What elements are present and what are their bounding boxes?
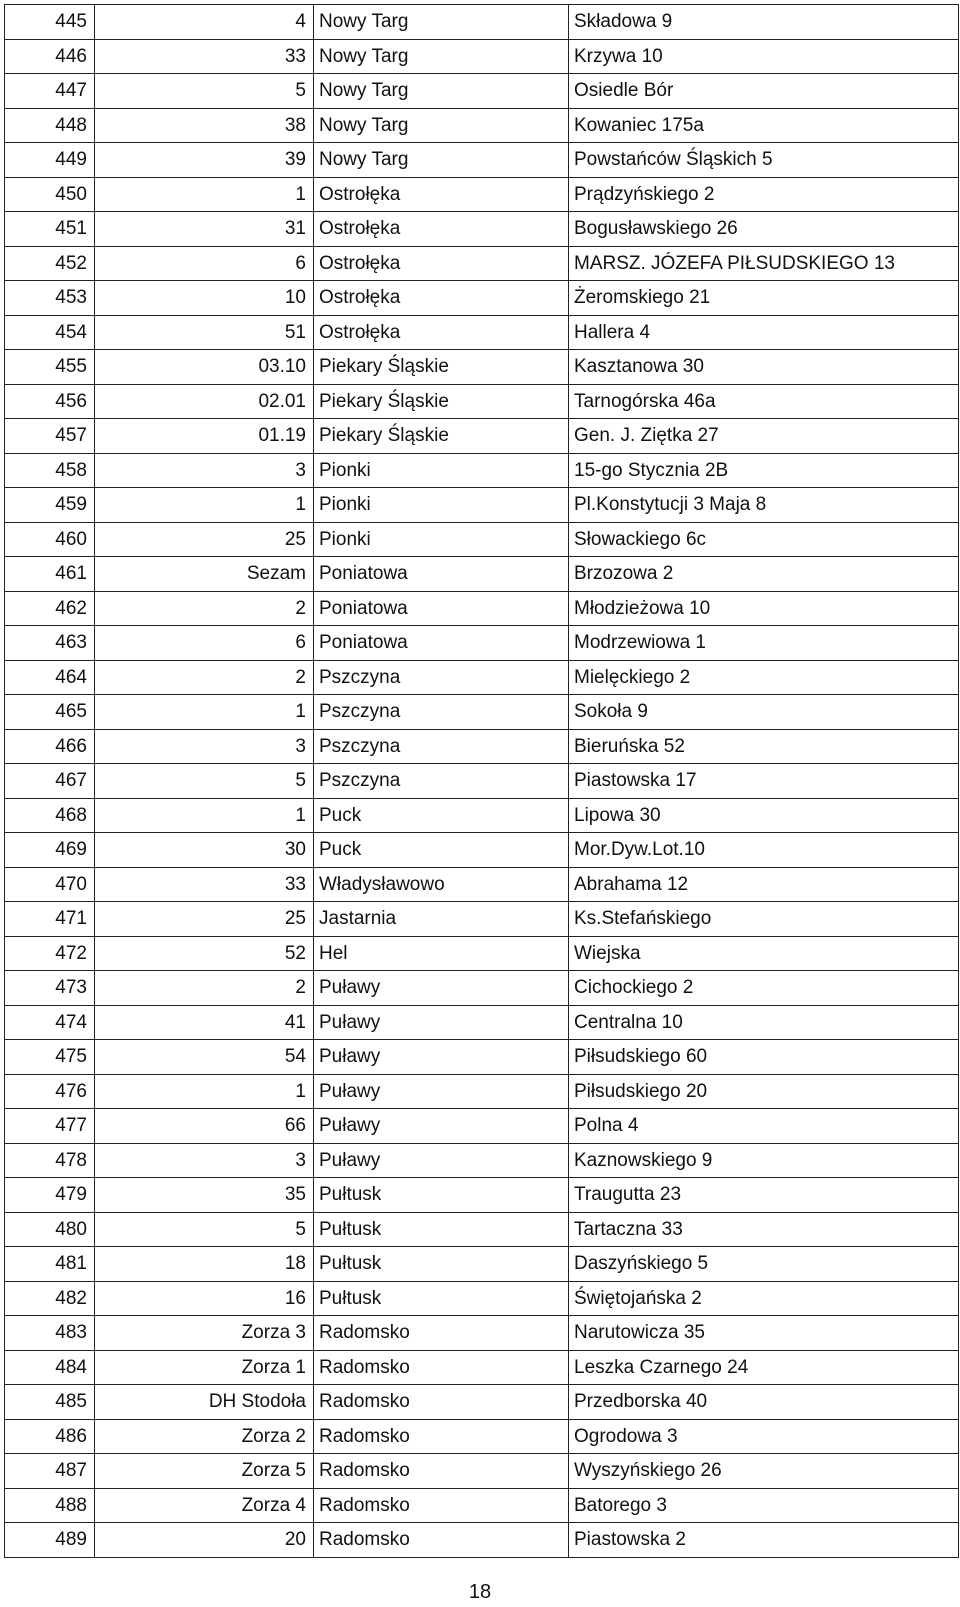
address-cell: Piastowska 2	[569, 1523, 959, 1558]
city-cell: Nowy Targ	[314, 5, 569, 40]
address-cell: Daszyńskiego 5	[569, 1247, 959, 1282]
table-row	[5, 39, 959, 74]
table-row	[5, 1385, 959, 1420]
data-table	[4, 4, 959, 1558]
city-cell: Ostrołęka	[314, 246, 569, 281]
city-cell: Hel	[314, 936, 569, 971]
table-row	[5, 557, 959, 592]
row-number-cell: 487	[5, 1454, 95, 1489]
store-id-cell: 2	[95, 971, 314, 1006]
store-id-cell: Zorza 4	[95, 1488, 314, 1523]
city-cell: Jastarnia	[314, 902, 569, 937]
store-id-cell: 2	[95, 591, 314, 626]
store-id-cell: 51	[95, 315, 314, 350]
store-id-cell: 1	[95, 695, 314, 730]
row-number-cell: 463	[5, 626, 95, 661]
address-cell: Wiejska	[569, 936, 959, 971]
city-cell: Poniatowa	[314, 626, 569, 661]
table-row	[5, 453, 959, 488]
store-id-cell: 3	[95, 1143, 314, 1178]
address-cell: Sokoła 9	[569, 695, 959, 730]
address-cell: Prądzyńskiego 2	[569, 177, 959, 212]
table-row	[5, 660, 959, 695]
city-cell: Pszczyna	[314, 695, 569, 730]
address-cell: Modrzewiowa 1	[569, 626, 959, 661]
city-cell: Piekary Śląskie	[314, 419, 569, 454]
city-cell: Pszczyna	[314, 764, 569, 799]
store-id-cell: 6	[95, 626, 314, 661]
address-cell: Kowaniec 175a	[569, 108, 959, 143]
row-number-cell: 484	[5, 1350, 95, 1385]
row-number-cell: 480	[5, 1212, 95, 1247]
city-cell: Puławy	[314, 1143, 569, 1178]
table-row	[5, 1316, 959, 1351]
address-cell: Hallera 4	[569, 315, 959, 350]
row-number-cell: 445	[5, 5, 95, 40]
city-cell: Piekary Śląskie	[314, 350, 569, 385]
store-id-cell: 1	[95, 177, 314, 212]
city-cell: Puławy	[314, 1005, 569, 1040]
store-id-cell: 20	[95, 1523, 314, 1558]
city-cell: Pionki	[314, 453, 569, 488]
table-row	[5, 695, 959, 730]
address-cell: Abrahama 12	[569, 867, 959, 902]
store-id-cell: 33	[95, 867, 314, 902]
city-cell: Puławy	[314, 971, 569, 1006]
address-cell: Składowa 9	[569, 5, 959, 40]
address-cell: Młodzieżowa 10	[569, 591, 959, 626]
table-row	[5, 1454, 959, 1489]
row-number-cell: 446	[5, 39, 95, 74]
table-row	[5, 798, 959, 833]
store-id-cell: 4	[95, 5, 314, 40]
city-cell: Pionki	[314, 488, 569, 523]
row-number-cell: 460	[5, 522, 95, 557]
address-cell: Brzozowa 2	[569, 557, 959, 592]
address-cell: Ogrodowa 3	[569, 1419, 959, 1454]
row-number-cell: 476	[5, 1074, 95, 1109]
store-id-cell: 38	[95, 108, 314, 143]
city-cell: Radomsko	[314, 1419, 569, 1454]
address-cell: Bieruńska 52	[569, 729, 959, 764]
city-cell: Pionki	[314, 522, 569, 557]
store-id-cell: Zorza 3	[95, 1316, 314, 1351]
store-id-cell: Zorza 1	[95, 1350, 314, 1385]
store-id-cell: 1	[95, 798, 314, 833]
city-cell: Radomsko	[314, 1523, 569, 1558]
address-cell: Gen. J. Ziętka 27	[569, 419, 959, 454]
row-number-cell: 461	[5, 557, 95, 592]
city-cell: Pułtusk	[314, 1212, 569, 1247]
address-cell: Leszka Czarnego 24	[569, 1350, 959, 1385]
address-cell: Piłsudskiego 20	[569, 1074, 959, 1109]
row-number-cell: 467	[5, 764, 95, 799]
city-cell: Ostrołęka	[314, 212, 569, 247]
row-number-cell: 473	[5, 971, 95, 1006]
store-id-cell: 03.10	[95, 350, 314, 385]
store-id-cell: 1	[95, 488, 314, 523]
table-row	[5, 488, 959, 523]
address-cell: Traugutta 23	[569, 1178, 959, 1213]
table-row	[5, 522, 959, 557]
city-cell: Pszczyna	[314, 729, 569, 764]
city-cell: Radomsko	[314, 1350, 569, 1385]
address-cell: Przedborska 40	[569, 1385, 959, 1420]
table-row	[5, 212, 959, 247]
row-number-cell: 465	[5, 695, 95, 730]
city-cell: Radomsko	[314, 1488, 569, 1523]
row-number-cell: 453	[5, 281, 95, 316]
store-id-cell: 5	[95, 1212, 314, 1247]
city-cell: Ostrołęka	[314, 315, 569, 350]
store-id-cell: 5	[95, 74, 314, 109]
row-number-cell: 482	[5, 1281, 95, 1316]
store-id-cell: 35	[95, 1178, 314, 1213]
table-row	[5, 764, 959, 799]
city-cell: Ostrołęka	[314, 177, 569, 212]
address-cell: Kaznowskiego 9	[569, 1143, 959, 1178]
store-id-cell: 10	[95, 281, 314, 316]
address-cell: Narutowicza 35	[569, 1316, 959, 1351]
city-cell: Piekary Śląskie	[314, 384, 569, 419]
table-row	[5, 143, 959, 178]
row-number-cell: 447	[5, 74, 95, 109]
store-id-cell: Sezam	[95, 557, 314, 592]
table-row	[5, 1419, 959, 1454]
address-cell: Kasztanowa 30	[569, 350, 959, 385]
address-cell: Pl.Konstytucji 3 Maja 8	[569, 488, 959, 523]
row-number-cell: 479	[5, 1178, 95, 1213]
city-cell: Puławy	[314, 1040, 569, 1075]
address-cell: Bogusławskiego 26	[569, 212, 959, 247]
store-id-cell: 16	[95, 1281, 314, 1316]
row-number-cell: 458	[5, 453, 95, 488]
row-number-cell: 469	[5, 833, 95, 868]
table-row	[5, 74, 959, 109]
table-row	[5, 1143, 959, 1178]
table-row	[5, 1109, 959, 1144]
row-number-cell: 475	[5, 1040, 95, 1075]
page-number: 18	[468, 1581, 492, 1603]
store-id-cell: 5	[95, 764, 314, 799]
store-id-cell: 39	[95, 143, 314, 178]
table-row	[5, 867, 959, 902]
address-cell: Centralna 10	[569, 1005, 959, 1040]
store-id-cell: 3	[95, 729, 314, 764]
table-body	[5, 5, 959, 1558]
row-number-cell: 455	[5, 350, 95, 385]
table-row	[5, 1178, 959, 1213]
row-number-cell: 454	[5, 315, 95, 350]
table-row	[5, 1523, 959, 1558]
city-cell: Poniatowa	[314, 557, 569, 592]
table-row	[5, 350, 959, 385]
store-id-cell: 41	[95, 1005, 314, 1040]
address-cell: Ks.Stefańskiego	[569, 902, 959, 937]
row-number-cell: 488	[5, 1488, 95, 1523]
city-cell: Puck	[314, 833, 569, 868]
table-row	[5, 5, 959, 40]
city-cell: Puławy	[314, 1109, 569, 1144]
row-number-cell: 481	[5, 1247, 95, 1282]
row-number-cell: 464	[5, 660, 95, 695]
table-row	[5, 1212, 959, 1247]
table-row	[5, 1005, 959, 1040]
address-cell: Mielęckiego 2	[569, 660, 959, 695]
city-cell: Pułtusk	[314, 1178, 569, 1213]
city-cell: Poniatowa	[314, 591, 569, 626]
table-row	[5, 1247, 959, 1282]
store-id-cell: 01.19	[95, 419, 314, 454]
table-row	[5, 1040, 959, 1075]
row-number-cell: 471	[5, 902, 95, 937]
store-id-cell: 25	[95, 522, 314, 557]
city-cell: Radomsko	[314, 1385, 569, 1420]
row-number-cell: 459	[5, 488, 95, 523]
store-id-cell: 1	[95, 1074, 314, 1109]
store-id-cell: Zorza 5	[95, 1454, 314, 1489]
row-number-cell: 486	[5, 1419, 95, 1454]
address-cell: MARSZ. JÓZEFA PIŁSUDSKIEGO 13	[569, 246, 959, 281]
table-row	[5, 108, 959, 143]
row-number-cell: 466	[5, 729, 95, 764]
address-cell: Świętojańska 2	[569, 1281, 959, 1316]
address-cell: Piłsudskiego 60	[569, 1040, 959, 1075]
city-cell: Radomsko	[314, 1316, 569, 1351]
row-number-cell: 448	[5, 108, 95, 143]
address-cell: Lipowa 30	[569, 798, 959, 833]
row-number-cell: 483	[5, 1316, 95, 1351]
row-number-cell: 449	[5, 143, 95, 178]
row-number-cell: 462	[5, 591, 95, 626]
address-cell: Żeromskiego 21	[569, 281, 959, 316]
address-cell: Powstańców Śląskich 5	[569, 143, 959, 178]
row-number-cell: 456	[5, 384, 95, 419]
address-cell: 15-go Stycznia 2B	[569, 453, 959, 488]
row-number-cell: 489	[5, 1523, 95, 1558]
address-cell: Osiedle Bór	[569, 74, 959, 109]
table-row	[5, 419, 959, 454]
table-row	[5, 729, 959, 764]
address-cell: Słowackiego 6c	[569, 522, 959, 557]
store-id-cell: 54	[95, 1040, 314, 1075]
city-cell: Pułtusk	[314, 1247, 569, 1282]
store-id-cell: 25	[95, 902, 314, 937]
row-number-cell: 472	[5, 936, 95, 971]
table-row	[5, 1488, 959, 1523]
table-row	[5, 902, 959, 937]
address-cell: Cichockiego 2	[569, 971, 959, 1006]
table-row	[5, 246, 959, 281]
city-cell: Nowy Targ	[314, 108, 569, 143]
table-row	[5, 971, 959, 1006]
store-id-cell: Zorza 2	[95, 1419, 314, 1454]
table-row	[5, 1281, 959, 1316]
table-row	[5, 177, 959, 212]
table-row	[5, 833, 959, 868]
row-number-cell: 452	[5, 246, 95, 281]
city-cell: Puławy	[314, 1074, 569, 1109]
table-row	[5, 384, 959, 419]
address-cell: Piastowska 17	[569, 764, 959, 799]
address-cell: Krzywa 10	[569, 39, 959, 74]
address-cell: Polna 4	[569, 1109, 959, 1144]
store-id-cell: 02.01	[95, 384, 314, 419]
row-number-cell: 457	[5, 419, 95, 454]
store-id-cell: 52	[95, 936, 314, 971]
city-cell: Radomsko	[314, 1454, 569, 1489]
table-row	[5, 591, 959, 626]
store-id-cell: DH Stodoła	[95, 1385, 314, 1420]
store-id-cell: 3	[95, 453, 314, 488]
table-row	[5, 936, 959, 971]
store-id-cell: 31	[95, 212, 314, 247]
store-id-cell: 66	[95, 1109, 314, 1144]
store-id-cell: 2	[95, 660, 314, 695]
row-number-cell: 468	[5, 798, 95, 833]
row-number-cell: 470	[5, 867, 95, 902]
row-number-cell: 451	[5, 212, 95, 247]
store-id-cell: 33	[95, 39, 314, 74]
row-number-cell: 485	[5, 1385, 95, 1420]
address-cell: Tartaczna 33	[569, 1212, 959, 1247]
row-number-cell: 477	[5, 1109, 95, 1144]
city-cell: Pszczyna	[314, 660, 569, 695]
address-cell: Batorego 3	[569, 1488, 959, 1523]
city-cell: Nowy Targ	[314, 143, 569, 178]
city-cell: Nowy Targ	[314, 39, 569, 74]
store-id-cell: 18	[95, 1247, 314, 1282]
city-cell: Puck	[314, 798, 569, 833]
store-id-cell: 6	[95, 246, 314, 281]
row-number-cell: 478	[5, 1143, 95, 1178]
city-cell: Władysławowo	[314, 867, 569, 902]
address-cell: Tarnogórska 46a	[569, 384, 959, 419]
table-row	[5, 281, 959, 316]
row-number-cell: 450	[5, 177, 95, 212]
city-cell: Nowy Targ	[314, 74, 569, 109]
table-row	[5, 1350, 959, 1385]
address-cell: Mor.Dyw.Lot.10	[569, 833, 959, 868]
table-row	[5, 626, 959, 661]
table-row	[5, 315, 959, 350]
city-cell: Pułtusk	[314, 1281, 569, 1316]
table-row	[5, 1074, 959, 1109]
store-id-cell: 30	[95, 833, 314, 868]
row-number-cell: 474	[5, 1005, 95, 1040]
address-cell: Wyszyńskiego 26	[569, 1454, 959, 1489]
city-cell: Ostrołęka	[314, 281, 569, 316]
